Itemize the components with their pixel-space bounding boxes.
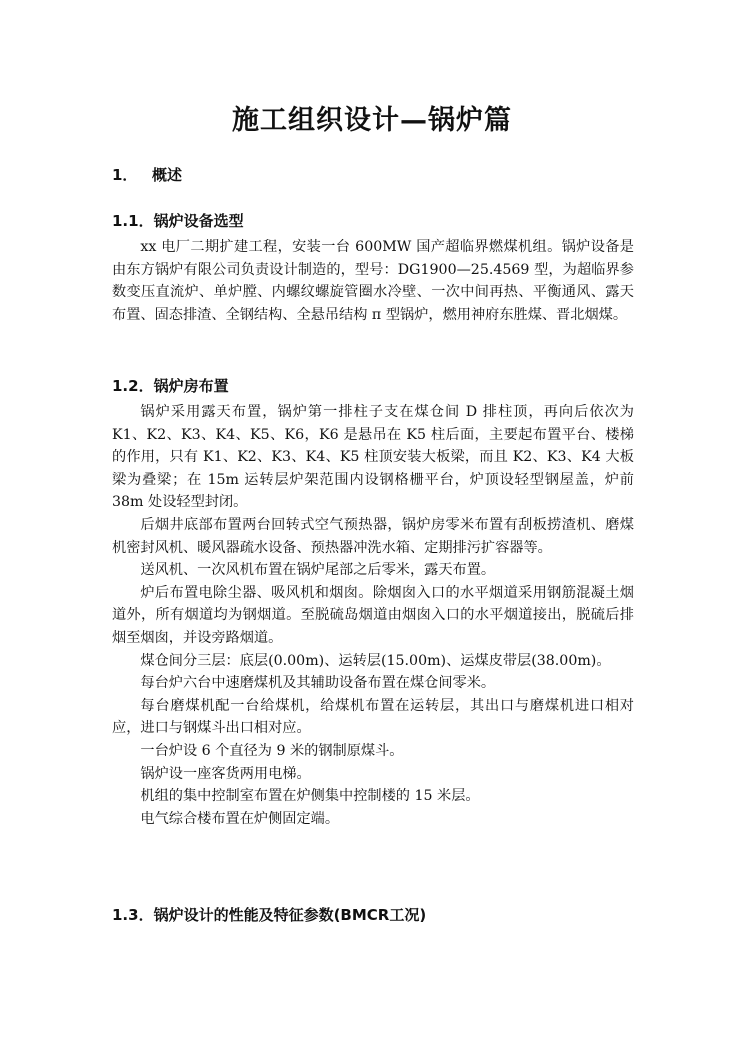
paragraph: 炉后布置电除尘器、吸风机和烟囱。除烟囱入口的水平烟道采用钢筋混凝土烟道外，所有烟道均为钢烟道。至脱硫岛烟道由烟囱入口的水平烟道接出，脱硫后排烟至烟囱，并设旁路烟道。 [112,584,634,646]
paragraph: 机组的集中控制室布置在炉侧集中控制楼的 15 米层。 [140,788,480,805]
section-1-number: 1． [112,166,138,184]
section-1-1-body [112,236,634,326]
section-1-3-heading [112,904,426,925]
paragraph: 锅炉设一座客货两用电梯。 [140,765,311,782]
paragraph: 每台炉六台中速磨煤机及其辅助设备布置在煤仓间零米。 [140,675,496,692]
section-1-1-number: 1.1． [112,212,154,230]
section-1-1-heading [112,210,244,231]
paragraph: 锅炉采用露天布置，锅炉第一排柱子支在煤仓间 D 排柱顶，再向后依次为 K1、K2、K3、K4、K5、K6，K6 是悬吊在 K5 柱后面，主要起布置平台、楼梯的作用，只有 K1、K2、K3、K4、K5 柱顶安装大板梁，而且 K2、K3、K4 大板梁为叠梁；在 15m 运转层炉架范围内设钢格栅平台，炉顶设轻型钢屋盖，炉前 38m 处设轻型封闭。 [112,404,634,511]
document-title: 施工组织设计—锅炉篇 [232,105,512,136]
section-1-2-heading [112,375,229,396]
paragraph: 一台炉设 6 个直径为 9 米的钢制原煤斗。 [140,742,404,759]
section-1-1-label: 锅炉设备选型 [153,212,244,230]
section-1-2-body [112,401,634,830]
section-1-2-number: 1.2． [112,377,154,395]
paragraph: 后烟井底部布置两台回转式空气预热器，锅炉房零米布置有刮板捞渣机、磨煤机密封风机、暖风器疏水设备、预热器冲洗水箱、定期排污扩容器等。 [112,516,634,556]
section-1-3-number: 1.3． [112,906,154,924]
section-1-label: 概述 [152,166,183,184]
paragraph: 电气综合楼布置在炉侧固定端。 [140,810,340,827]
section-1-heading [112,164,182,185]
section-1-2-label: 锅炉房布置 [153,377,229,395]
section-1-3-label: 锅炉设计的性能及特征参数(BMCR工况) [153,906,427,924]
paragraph: 送风机、一次风机布置在锅炉尾部之后零米，露天布置。 [140,562,496,579]
paragraph: 每台磨煤机配一台给煤机，给煤机布置在运转层，其出口与磨煤机进口相对应，进口与钢煤斗出口相对应。 [112,697,634,737]
paragraph: 煤仓间分三层：底层(0.00m)、运转层(15.00m)、运煤皮带层(38.00m)。 [140,652,611,669]
paragraph: xx 电厂二期扩建工程，安装一台 600MW 国产超临界燃煤机组。锅炉设备是由东方锅炉有限公司负责设计制造的，型号：DG1900—25.4569 型，为超临界参数变压直流炉、单炉膛、内螺纹螺旋管圈水冷壁、一次中间再热、平衡通风、露天布置、固态排渣、全钢结构、全悬吊结构 п 型锅炉，燃用神府东胜煤、晋北烟煤。 [112,239,634,323]
